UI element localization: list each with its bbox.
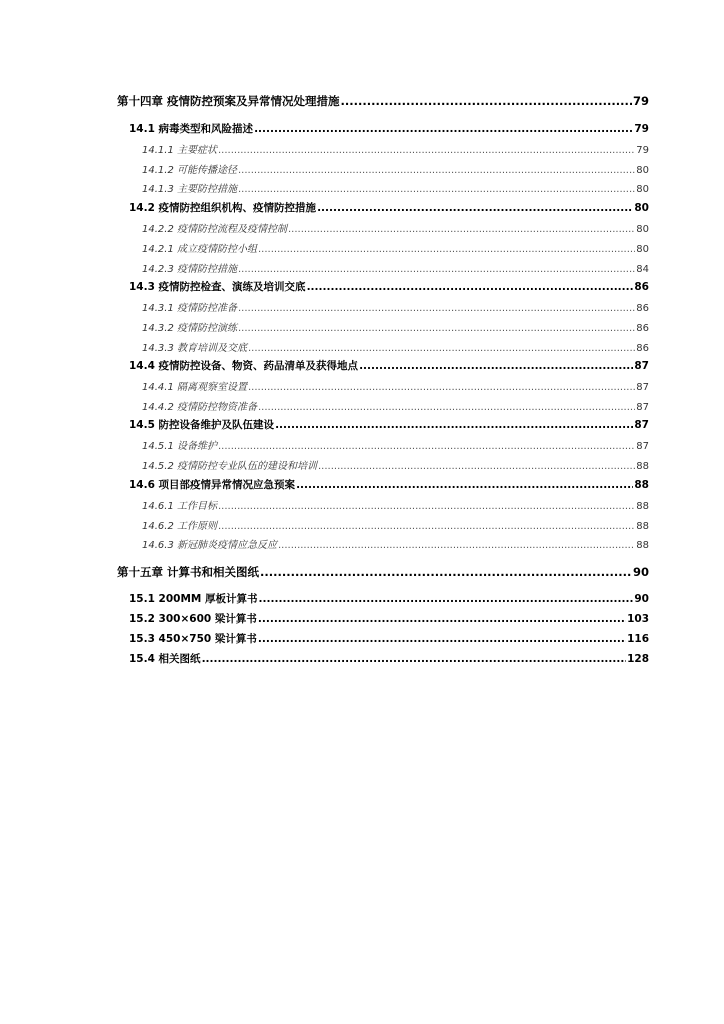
toc-entry-page: 79 — [634, 123, 649, 135]
leader-dots — [238, 264, 635, 275]
toc-entry[interactable] — [142, 319, 649, 334]
toc-entry-title: 14.1.3 主要防控措施 — [142, 184, 237, 195]
toc-entry-page: 87 — [636, 382, 649, 393]
toc-entry-title: 14.5.2 疫情防控专业队伍的建设和培训 — [142, 461, 317, 472]
toc-entry-title: 15.1 200MM 厚板计算书 — [129, 593, 258, 605]
toc-entry[interactable] — [129, 358, 649, 373]
leader-dots — [254, 123, 633, 135]
toc-entry-title: 14.6.2 工作原则 — [142, 521, 217, 532]
toc-entry-title: 14.1 病毒类型和风险描述 — [129, 123, 254, 135]
toc-entry-title: 14.2 疫情防控组织机构、疫情防控措施 — [129, 202, 317, 214]
toc-entry-page: 88 — [636, 501, 649, 512]
toc-entry-title: 15.3 450×750 梁计算书 — [129, 633, 257, 645]
toc-entry-page: 86 — [636, 323, 649, 334]
toc-entry[interactable] — [142, 517, 649, 532]
toc-entry-page: 88 — [636, 540, 649, 551]
toc-entry[interactable] — [129, 611, 649, 626]
toc-entry-page: 88 — [636, 521, 649, 532]
toc-entry-title: 14.3 疫情防控检查、演练及培训交底 — [129, 281, 306, 293]
toc-entry[interactable] — [142, 398, 649, 413]
toc-entry[interactable] — [142, 437, 649, 452]
toc-entry-page: 88 — [636, 461, 649, 472]
toc-entry-page: 80 — [634, 202, 649, 214]
toc-entry-title: 14.5.1 设备维护 — [142, 441, 217, 452]
leader-dots — [238, 303, 635, 314]
toc-entry-page: 80 — [636, 184, 649, 195]
leader-dots — [307, 281, 634, 293]
toc-entry-page: 103 — [627, 613, 649, 625]
toc-entry-page: 79 — [636, 145, 649, 156]
toc-entry-title: 14.6.1 工作目标 — [142, 501, 217, 512]
toc-entry-page: 87 — [634, 419, 649, 431]
leader-dots — [218, 441, 635, 452]
toc-entry-title: 14.4.2 疫情防控物资准备 — [142, 402, 257, 413]
toc-entry-title: 14.6 项目部疫情异常情况应急预案 — [129, 479, 296, 491]
toc-entry-title: 14.1.1 主要症状 — [142, 145, 217, 156]
leader-dots — [275, 419, 633, 431]
toc-entry[interactable] — [129, 591, 649, 606]
toc-entry[interactable] — [142, 536, 649, 551]
leader-dots — [278, 540, 635, 551]
toc-entry-page: 86 — [636, 343, 649, 354]
toc-entry-page: 87 — [636, 441, 649, 452]
leader-dots — [258, 244, 635, 255]
toc-entry-title: 14.6.3 新冠肺炎疫情应急反应 — [142, 540, 277, 551]
toc-entry[interactable] — [129, 631, 649, 646]
toc-entry-title: 14.4 疫情防控设备、物资、药品清单及获得地点 — [129, 360, 359, 372]
toc-entry-title: 14.3.2 疫情防控演练 — [142, 323, 237, 334]
toc-entry-page: 116 — [627, 633, 649, 645]
toc-entry[interactable] — [117, 93, 649, 109]
leader-dots — [202, 653, 627, 665]
toc-entry[interactable] — [142, 299, 649, 314]
leader-dots — [238, 165, 635, 176]
toc-entry[interactable] — [129, 477, 649, 492]
leader-dots — [317, 202, 633, 214]
toc-entry-title: 14.1.2 可能传播途径 — [142, 165, 237, 176]
leader-dots — [259, 593, 634, 605]
toc-entry-title: 14.5 防控设备维护及队伍建设 — [129, 419, 275, 431]
toc-entry[interactable] — [142, 497, 649, 512]
toc-entry-page: 128 — [627, 653, 649, 665]
toc-entry[interactable] — [142, 378, 649, 393]
toc-entry[interactable] — [117, 564, 649, 580]
toc-entry-page: 88 — [634, 479, 649, 491]
leader-dots — [238, 184, 635, 195]
leader-dots — [248, 343, 635, 354]
leader-dots — [260, 565, 632, 579]
toc-entry[interactable] — [142, 240, 649, 255]
toc-entry-page: 90 — [632, 565, 649, 579]
leader-dots — [341, 94, 632, 108]
toc-entry-page: 86 — [634, 281, 649, 293]
leader-dots — [218, 521, 635, 532]
toc-entry-title: 15.2 300×600 梁计算书 — [129, 613, 257, 625]
leader-dots — [238, 323, 635, 334]
toc-entry[interactable] — [142, 161, 649, 176]
leader-dots — [258, 633, 626, 645]
toc-entry-page: 87 — [634, 360, 649, 372]
leader-dots — [218, 145, 635, 156]
toc-entry-page: 79 — [632, 94, 649, 108]
toc-entry[interactable] — [142, 339, 649, 354]
toc-entry[interactable] — [129, 121, 649, 136]
toc-entry-title: 14.4.1 隔离观察室设置 — [142, 382, 247, 393]
toc-entry[interactable] — [129, 200, 649, 215]
toc-entry-page: 86 — [636, 303, 649, 314]
toc-entry[interactable] — [142, 457, 649, 472]
toc-entry-page: 90 — [634, 593, 649, 605]
toc-entry-page: 80 — [636, 165, 649, 176]
toc-entry-title: 14.2.2 疫情防控流程及疫情控制 — [142, 224, 287, 235]
toc-entry-title: 14.3.1 疫情防控准备 — [142, 303, 237, 314]
leader-dots — [248, 382, 635, 393]
toc-entry[interactable] — [142, 260, 649, 275]
toc-entry-title: 14.2.1 成立疫情防控小组 — [142, 244, 257, 255]
leader-dots — [318, 461, 635, 472]
leader-dots — [288, 224, 635, 235]
toc-entry[interactable] — [129, 651, 649, 666]
toc-entry-title: 14.3.3 教育培训及交底 — [142, 343, 247, 354]
toc-entry-page: 80 — [636, 224, 649, 235]
toc-entry-page: 80 — [636, 244, 649, 255]
leader-dots — [359, 360, 633, 372]
toc-entry-title: 第十四章 疫情防控预案及异常情况处理措施 — [117, 94, 340, 108]
leader-dots — [218, 501, 635, 512]
toc-entry[interactable] — [129, 279, 649, 294]
leader-dots — [296, 479, 633, 491]
toc-entry[interactable] — [142, 180, 649, 195]
toc-entry[interactable] — [142, 141, 649, 156]
toc-entry-title: 14.2.3 疫情防控措施 — [142, 264, 237, 275]
toc-entry-title: 第十五章 计算书和相关图纸 — [117, 565, 260, 579]
toc-entry-title: 15.4 相关图纸 — [129, 653, 201, 665]
toc-entry[interactable] — [129, 417, 649, 432]
leader-dots — [258, 613, 626, 625]
toc-entry-page: 87 — [636, 402, 649, 413]
leader-dots — [258, 402, 635, 413]
toc-entry-page: 84 — [636, 264, 649, 275]
toc-entry[interactable] — [142, 220, 649, 235]
